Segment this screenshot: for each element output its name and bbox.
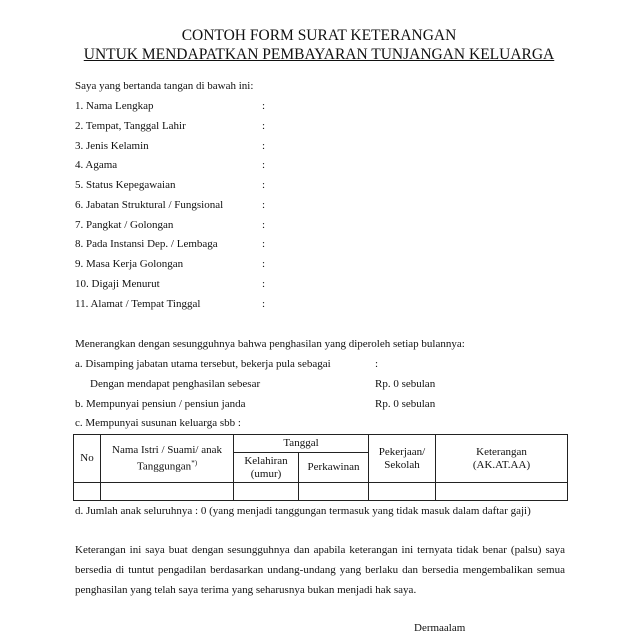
col-nama: Nama Istri / Suami/ anak Tanggungan*): [101, 435, 234, 483]
field-pangkat: 7. Pangkat / Golongan :: [75, 219, 266, 231]
field-alamat: 11. Alamat / Tempat Tinggal :: [75, 298, 266, 310]
item-d: d. Jumlah anak seluruhnya : 0 (yang menjadi tanggungan termasuk yang tidak masuk dalam daftar gaji): [75, 505, 531, 517]
declaration-text: Menerangkan dengan sesungguhnya bahwa penghasilan yang diperoleh setiap bulannya:: [75, 338, 465, 350]
table-cell: [436, 483, 568, 501]
table-cell: [369, 483, 436, 501]
table-cell: [101, 483, 234, 501]
closing-paragraph: Keterangan ini saya buat dengan sesungguhnya dan apabila keterangan ini ternyata tidak benar (palsu) saya bersedia di tuntut pengadilan berdasarkan undang-undang yang berlaku dan bersedia mengembalikan semua penghasilan yang telah saya terima yang seharusnya bukan menjadi hak saya.: [75, 544, 565, 596]
field-jabatan: 6. Jabatan Struktural / Fungsional :: [75, 199, 266, 211]
field-instansi: 8. Pada Instansi Dep. / Lembaga :: [75, 238, 266, 250]
field-nama-lengkap: 1. Nama Lengkap :: [75, 100, 266, 112]
table-cell: [74, 483, 101, 501]
col-tanggal: Tanggal: [234, 435, 369, 453]
col-kelahiran: Kelahiran (umur): [234, 453, 299, 483]
item-a: a. Disamping jabatan utama tersebut, bekerja pula sebagai :: [75, 358, 379, 370]
table-cell: [234, 483, 299, 501]
col-keterangan: Keterangan (AK.AT.AA): [436, 435, 568, 483]
field-masa-kerja: 9. Masa Kerja Golongan :: [75, 258, 266, 270]
col-no: No: [74, 435, 101, 483]
family-table: [73, 434, 568, 501]
table-cell: [299, 483, 369, 501]
field-agama: 4. Agama :: [75, 159, 266, 171]
document-title: CONTOH FORM SURAT KETERANGAN: [181, 27, 457, 44]
item-c: c. Mempunyai susunan keluarga sbb :: [75, 417, 241, 429]
col-pekerjaan: Pekerjaan/ Sekolah: [369, 435, 436, 483]
document-subtitle: UNTUK MENDAPATKAN PEMBAYARAN TUNJANGAN KELUARGA: [83, 46, 555, 63]
item-a-income: Dengan mendapat penghasilan sebesar Rp. 0 sebulan: [90, 378, 436, 390]
intro-text: Saya yang bertanda tangan di bawah ini:: [75, 80, 254, 92]
field-status-kepegawaian: 5. Status Kepegawaian :: [75, 179, 266, 191]
field-jenis-kelamin: 3. Jenis Kelamin :: [75, 140, 266, 152]
table-row: [74, 483, 568, 501]
col-perkawinan: Perkawinan: [299, 453, 369, 483]
field-digaji-menurut: 10. Digaji Menurut :: [75, 278, 266, 290]
field-tempat-tanggal-lahir: 2. Tempat, Tanggal Lahir :: [75, 120, 266, 132]
item-b: b. Mempunyai pensiun / pensiun janda Rp. 0 sebulan: [75, 398, 436, 410]
signature-place: Dermaalam: [414, 622, 466, 634]
